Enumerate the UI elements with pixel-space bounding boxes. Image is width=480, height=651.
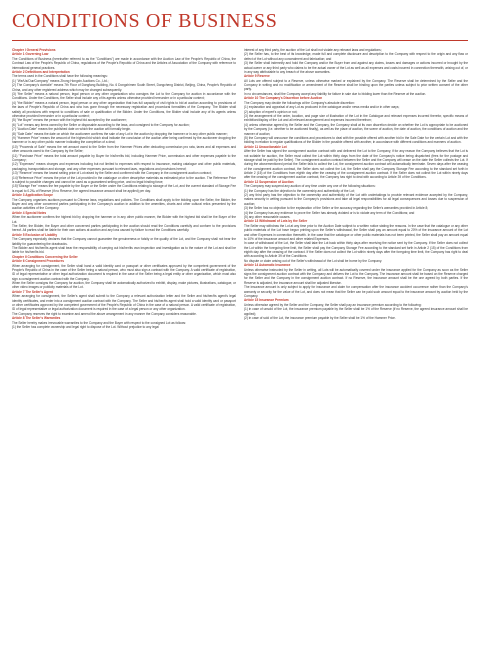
- clause-paragraph: (6) "Lot" means any items owned by the Seller or disposable according to the laws, and consigned to the Company for auction;: [12, 122, 190, 127]
- section-heading: Article 9 Reserve: [244, 74, 270, 79]
- section-heading: Article 5 Exclusion of Liability: [12, 232, 58, 237]
- clause-paragraph: The Seller, the Bidder, the Buyer and other concerned parties participating in the auction should read the Conditions carefully and conform to the provisions hereof. All parties shall be liable for their own actions at auction and any loss caused by failure to read the Conditions carefully.: [12, 224, 236, 233]
- clause-paragraph: (2) the Seller has, to the best of its knowledge, made full and complete disclosure and description to the Company with respect to the origin and any flaw or defect of the Lot without any concealment and fabrication; and: [244, 52, 468, 61]
- clause-paragraph: The Conditions of Business (hereinafter referred to as the "Conditions") are made in accordance with the Auction Law of the People's Republic of China, the Contract Law of the People's Republic of China, regulations of the People's Republic of China and the Articles of Association of the Company with reference to international general practices.: [12, 56, 236, 70]
- section-heading: Article 10 The Company's Discretion before Auction: [244, 96, 323, 101]
- clause-paragraph: (3) the Seller has no objection to the explanation of the Seller or the accuracy regarding the Seller's warranties provided in Article 8;: [244, 206, 429, 211]
- section-heading: Article 7 The Seller's Agent: [12, 289, 53, 294]
- clause-paragraph: (3) the arrangement of the order, location, and page size of illustration of the Lot in the Catalogue and relevant expenses incurred therefor, specific means of exhibition/display of the Lot and all relevant arrangement and expenses incurred therefrom;: [244, 114, 468, 123]
- section-heading: Article 2 Definitions and Interpretation: [12, 70, 70, 74]
- section-heading: Article 11 Unauctionable Lot: [244, 144, 287, 149]
- clause-paragraph: (2) The Company's domicile" means 7th Floor of Dongfang Building, No. 6 Dongzhimen South Street, Dongcheng District, Beijing, China, People's Republic of China, and any other registered address which may be changed subsequently.: [12, 83, 236, 92]
- clause-paragraph: (13) "Reserve" means the lowest selling price of Lot raised by the Seller and confirmed with the Company in the consignment auction contract;: [12, 171, 212, 176]
- clause-paragraph: (2) any third party has the objection to the ownership and authenticity of the Lot with undertakings to provide relevant evidence accepted by the Company, makes security in writing pursuant to the Company's provisions and take all legal responsibilities for all legal consequences and losses due to suspension of auction;: [244, 193, 468, 206]
- clause-paragraph: In case of withdrawal of the Lot, the Seller shall take the Lot back within thirty days after receiving the notice sent by the Company. If the Seller does not collect the Lot within the foregoing time limit, the Seller shall pay the Company Storage Fee according to the standard set forth in Article 2 (15) of the Conditions from eighth day after the ceasing of the contract. If the Seller does not collect the Lot within ninety days after the foregoing time limit, the Company has right to deal with according to Article 39 of the Conditions.: [244, 241, 468, 259]
- right-column: [244, 48, 468, 645]
- clause-paragraph: The terms used in the Conditions shall have the following meanings:: [12, 74, 108, 79]
- clause-paragraph: After the Seller has signed the consignment auction contract with and delivered the Lot to the Company, if for any reason the Company believes that the Lot is not suitable for auction, the Seller must collect the Lot within thirty days from the date of the Company's notice being dispatched (fees for the postage and storage shall be paid by the Seller). The consignment auction contract between the Seller and the Company will cease on the date the Seller collects the Lot. If during the abovementioned period the Seller fails to collect the Lot, the consignment auction contract will automatically terminate. Seven days after the ceasing of the consignment auction contract, the Seller does not collect the Lot, the Seller shall pay the Company Storage Fee according to the standard set forth in Article 2 (15) of the Conditions from eighth day after the ceasing of the consignment auction contract. If the Seller does not collect the Lot within ninety days after the ceasing of the consignment auction contract, the Company has right to deal with according to Article 39 of the Conditions.: [244, 149, 468, 180]
- clause-paragraph: When the Seller consigns the Company for auction, the Company shall be automatically authorized to exhibit, display, make pictures, illustrations, catalogue, or other video images or publicity materials of the Lot.: [12, 281, 236, 290]
- clause-paragraph: (1) in case of unsold of the Lot, the insurance premium payable by the Seller shall be 1% of the Reserve (if no Reserve, the agreed insurance amount shall be applied);: [244, 307, 468, 316]
- clause-paragraph: (4) the Company has any evidence to prove the Seller has already violated or is to violate any term of the Conditions; and: [244, 210, 415, 215]
- section-heading: Article 15 Insurance Premium: [244, 298, 289, 303]
- clause-paragraph: (5) any other reasonable causes.: [244, 215, 291, 220]
- clause-paragraph: interest of any third party, the auction of the Lot shall not violate any relevant laws and regulations;: [244, 48, 382, 52]
- clause-paragraph: When the auctioneer confirms the highest bid by dropping the hammer or in any other public manner, the Bidder with the highest bid shall be the Buyer of the Lot.: [12, 215, 236, 224]
- section-heading: Article 4 Special Notes: [12, 210, 47, 215]
- clause-paragraph: (12) "Expenses" means charges and expenses including but not limited to expenses with respect to insurance, making catalogue and other public materials, packaging, transportation and storage, and any other expenses pursuant to relevant laws, regulations and provisions hereof;: [12, 162, 236, 171]
- clause-paragraph: (15)"Storage Fee" means the fee payable by the Buyer or the Seller under the Conditions relating to storage of the Lot, and the current standard of Storage Fee is equal to 0.2‰ of Reserve (if no Reserve, the agreed insurance amount shall be applied) per day.: [12, 184, 236, 193]
- clause-paragraph: (3) "the Seller" means a natural person, legal person or any other organization who consigns the Lot to the Company for auction in accordance with the Conditions. Under the Conditions, the Seller shall include any of its agents unless otherwise provided hereunder or in a particular context;: [12, 92, 236, 101]
- clause-paragraph: (4) "the Bidder" means a natural person, legal person or any other organization that has full capacity of civil rights to bid at auction according to provisions of the laws of People's Republic of China and who has gone through the necessary registration and procedural formalities of the Company. The Bidder shall satisfy all provisions with respect to conditions of sale or qualification of the Bidder. Under the Conditions, the Bidder shall include any of its agents unless otherwise provided hereunder or in a particular context;: [12, 100, 236, 118]
- clause-paragraph: In no circumstances, shall the Company accept any liability for failure in sale due to bidding lower than the Reserve at the auction.: [244, 91, 427, 96]
- clause-paragraph: Unless otherwise instructed by the Seller in writing, all Lots will be automatically covered under the insurance applied for the Company as soon as the Seller signs the consignment auction contract with the Company and delivers the Lot to the Company. The insurance amount shall be based on the Reserve charged for the Seller and the Company in the consignment auction contract. If no Reserve, the insurance amount shall be the one agreed by both parties. If the Reserve is adjusted, the insurance amount shall be adjusted likewise.: [244, 267, 468, 285]
- clause-paragraph: The Company reserves the right to examine and amend the above arrangement in any manner the Company considers reasonable.: [12, 311, 197, 316]
- clause-paragraph: (1) the Seller has complete ownership and legal right to dispose of the Lot. Without prejudice to any legal: [12, 325, 159, 330]
- clause-paragraph: The Seller may withdraw the Lot at any time prior to the Auction Date subject to a written notice stating the reasons. In the case that the catalogue or any other public materials of the Lot have begun printing upon the Seller's withdrawal, the Seller shall pay an amount equal to 20% of the insurance amount of the Lot and other Expenses in connection therewith. In the case that the catalogue or other public materials has not been printed, the Seller shall pay an amount equal to 10% of the insurance amount and other related Expenses.: [244, 223, 468, 241]
- clause-paragraph: (4) unless otherwise agreed by the Seller and the Company, the Company shall at its own discretion decide on whether the Lot is appropriate to be auctioned by the Company (i.e. whether to be auctioned finally), as well as the place of auction, the scene of auction, the date of auction, the conditions of auction and the manner of auction;: [244, 122, 468, 136]
- clause-paragraph: All Lots are offered subject to a Reserve, unless otherwise marked or explained by the Company. The Reserve shall be determined by the Seller and the Company in writing and no modification or amendment of the Reserve shall be binding upon the parties unless subject to prior written consent of the other party.: [244, 78, 468, 92]
- clause-paragraph: (7) "Auction Date" means the published date on which the auction will formally begin.: [12, 127, 131, 132]
- clause-paragraph: The Company especially declares that the Company cannot guarantee the genuineness or falsity or the quality of the Lot, and the Company shall not bear the liability for guaranteeing the drawbacks.: [12, 237, 236, 246]
- clause-paragraph: (2) in case of sold of the Lot, the insurance premium payable by the Seller shall be 1% of the Hammer Price.: [244, 315, 396, 320]
- section-heading: Article 3 Application Scope: [12, 193, 53, 198]
- clause-paragraph: Unless otherwise agreed by the Seller and the Company, the Seller shall pay an insurance premium according to the following:: [244, 302, 422, 307]
- clause-paragraph: (1) "We/Us/Our/Company" means Zhong Hongxin Auctions Co., Ltd.;: [12, 78, 109, 83]
- clause-paragraph: No dispute or claim arising out of the Seller's withdrawal of the Lot shall be borne by the Company.: [244, 258, 383, 263]
- clause-paragraph: (2) adoption of expert's opinion or not;: [244, 109, 298, 114]
- clause-paragraph: (11) "Purchase Price" means the total amount payable by Buyer for his/her/its bid, including Hammer Price, commission and other expenses payable to the Company;: [12, 153, 236, 162]
- section-heading: Chapter I General Provisions: [12, 48, 56, 52]
- section-heading: Chapter II Conditions Concerning the Seller: [12, 254, 78, 259]
- title-divider: [12, 40, 468, 41]
- clause-paragraph: (3) the Seller shall indemnify and hold the Company and/or the Buyer from and against any claims, losses and damages or actions incurred or brought by the actual owner or any third party who claims to be the actual owner of the Lot as well as all expenses and costs incurred in connection therewith, arising out of, or in any way attributable to any breach of the above warranties.: [244, 61, 468, 74]
- clause-paragraph: When arranging for consignment, the Seller's agent shall submit to the Company a relevant authorization letter and the Seller and his/her/its agent's legal identity certificates, and enter into a consignment auction contract with the Company. The Seller and his/her/its agent shall hold a valid identity card or passport or other certificates approved by the competent government of the People's Republic of China in the case of a natural person. A valid certificate of registration, ID of legal representative or legal authorization document is required in the case of a legal person or any other organization.: [12, 294, 236, 312]
- section-heading: Article 6 Consignment Procedures: [12, 259, 64, 264]
- clause-paragraph: When arranging for consignment, the Seller shall hand a valid identity card or passport or other certificates approved by the competent government of the People's Republic of China in the case of the Seller being a natural person, who must also sign a contract with the Company. A valid certificate of registration, ID of legal representative or other legal authorization document is required in the case of the Seller being a legal entity or other organization, which must also sign a consignment auction contract with the Company.: [12, 263, 236, 281]
- section-heading: Article 12 Suspension of Auction: [244, 179, 294, 184]
- clause-paragraph: (5) "the Buyer" means the person with the highest bid accepted by the auctioneer;: [12, 118, 127, 123]
- clause-paragraph: (5) the Company will announce the conditions and procedures to deal with the possible offered with another bid in the Sale Date for the certain Lot and with the bidding in relation to regular qualifications of the Bidder in the possible offered with another, in accordance with different conditions and manners of auction.: [244, 136, 468, 145]
- section-heading: Article 13 Withdrawal of Lots by the Seller: [244, 219, 308, 224]
- clause-paragraph: The Bidder and his/her/its agent shall bear the responsibility of carrying out his/her/its own inspection and investigation as to the nature of the Lot and shall be liable for his/her/its bid.: [12, 246, 236, 255]
- clause-paragraph: (14)"Reference Price" means the price of the Lot provided in the catalogue or other descriptive materials as estimated prior to the auction. The Reference Price is subject to possible changes and cannot be used as a guaranteed selling price, and no legal binding force;: [12, 175, 236, 184]
- clause-paragraph: The Company organizes auctions pursuant to Chinese laws, regulations and policies. The Conditions shall apply to the bidding upon the Seller, the Bidder, the Buyer and any other concerned parties participating in the Company's auction in addition to the amenities, charts and other cultural relics presented by the auction activities of the Company.: [12, 197, 236, 211]
- clause-paragraph: (10) "Proceeds of Sale" means the net amount owed to the Seller from the Hammer Prices after deducting commission pro rata, taxes and all expenses and other amounts owed to the Company by the Seller;: [12, 144, 236, 154]
- clause-paragraph: (1) explanation and appraisal of any Lot as produced in the catalogue and/or news media and/or in other ways;: [244, 105, 400, 110]
- text-columns: [12, 48, 468, 645]
- clause-paragraph: (1) the Company has the objection to the ownership and authenticity of the Lot;: [244, 188, 355, 193]
- section-heading: Article 8 The Seller's Warranties: [12, 316, 61, 321]
- clause-paragraph: The Seller hereby makes irrevocable warranties to the Company and the Buyer with respect to the consigned Lot as follows:: [12, 320, 187, 325]
- clause-paragraph: The Company may suspend any auction of any time under any one of the following situations:: [244, 184, 376, 189]
- clause-paragraph: (8) "Sale Date" means the date on which the auctioneer confirms the sale of any Lot in the auction by dropping the hammer or in any other public manner;: [12, 131, 228, 136]
- clause-paragraph: (9) "Hammer Price" means the amount of the highest bid which shall indicate the conclusion of the auction after being confirmed by the auctioneer dropping the hammer or in any other public manner indicating the completion of a deal;: [12, 136, 236, 145]
- left-column: [12, 48, 236, 645]
- clause-paragraph: The insurance amount is only subject to apply for insurance and claim for compensation after the insurance accident occurrence rather than the Company's warranty or security for the value of the Lot, and does not mean that the Seller can be paid such amount equal to the insurance amount by auction held by the Company.: [244, 285, 468, 298]
- section-heading: Article 14 Automatic Insurance: [244, 263, 291, 268]
- clause-paragraph: The Company may decide the followings at the Company's absolute discretion:: [244, 100, 355, 105]
- page-title: CONDITIONS OF BUSINESS: [12, 10, 278, 32]
- section-heading: Article 1 Governing Law: [12, 52, 49, 57]
